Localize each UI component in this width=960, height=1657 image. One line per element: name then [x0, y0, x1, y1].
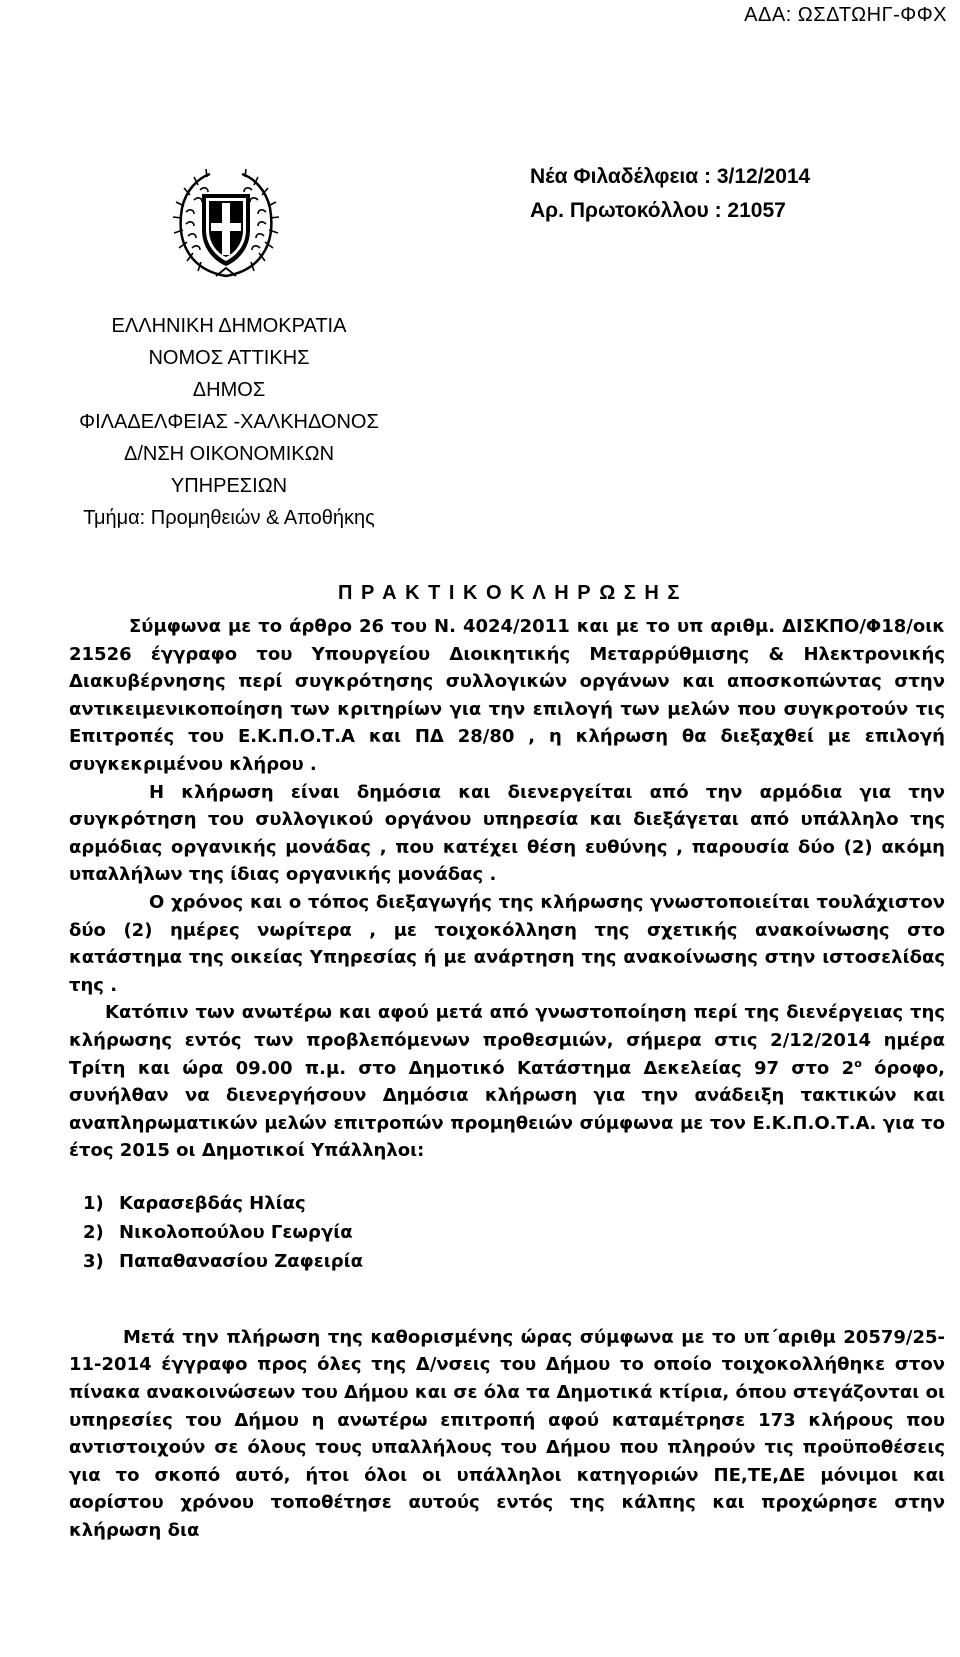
document-meta: [530, 160, 810, 228]
spacer: [69, 1276, 945, 1324]
paragraph-public-draw: Η κλήρωση είναι δημόσια και διενεργείται από την αρμόδια για την συγκρότηση του συλλογικού οργάνου υπηρεσία και διεξάγεται από υπάλληλο της αρμόδιας οργανικής μονάδας , που κατέχει θέση ευθύνης , παρουσία δύο (2) ακόμη υπαλλήλων της ίδιας οργανικής μονάδας .: [69, 781, 945, 886]
document-body: [69, 613, 945, 1545]
employee-name: Νικολοπούλου Γεωργία: [119, 1221, 353, 1243]
paragraph-announcement: Ο χρόνος και ο τόπος διεξαγωγής της κλήρωσης γνωστοποιείται τουλάχιστον δύο (2) ημέρες νωρίτερα , με τοιχοκόλληση της σχετικής ανακοίνωσης στο κατάστημα της οικείας Υπηρεσίας ή με ανάρτηση της ανακοίνωσης στην ιστοσελίδας της .: [69, 891, 945, 996]
meeting-text-b: όροφο, συνήλθαν να διενεργήσουν Δημόσια κλήρωση για την ανάδειξη τακτικών και αναπληρωματικών μελών επιτροπών προμηθειών σύμφωνα με τον Ε.Κ.Π.Ο.Τ.Α. για το έτος 2015 οι Δημοτικοί Υπάλληλοι:: [69, 1057, 946, 1162]
list-number: 3): [83, 1250, 104, 1272]
protocol-number: Αρ. Πρωτοκόλλου : 21057: [530, 199, 786, 222]
list-item: [83, 1189, 945, 1218]
authority-line: ΕΛΛΗΝΙΚΗ ΔΗΜΟΚΡΑΤΙΑ: [111, 315, 347, 337]
authority-line: ΔΗΜΟΣ: [192, 379, 266, 401]
paragraph-legal-basis: Σύμφωνα με το άρθρο 26 του Ν. 4024/2011 και με το υπ αριθμ. ΔΙΣΚΠΟ/Φ18/οικ 21526 έγγραφο του Υπουργείου Διοικητικής Μεταρρύθμισης & Ηλεκτρονικής Διακυβέρνησης περί συγκρότησης συλλογικών οργάνων και αποσκοπώντας στην αντικειμενικοποίηση των κριτηρίων για την επιλογή των μελών που συγκροτούν τις Επιτροπές του Ε.Κ.Π.Ο.Τ.Α και ΠΔ 28/80 , η κλήρωση θα διεξαχθεί με επιλογή συγκεκριμένου κλήρου .: [69, 616, 945, 775]
authority-line: ΝΟΜΟΣ ΑΤΤΙΚΗΣ: [148, 347, 310, 369]
authority-line: ΦΙΛΑΔΕΛΦΕΙΑΣ -ΧΑΛΚΗΔΟΝΟΣ: [79, 411, 379, 433]
ordinal-superscript: ο: [854, 1056, 862, 1070]
meeting-text-a: Κατόπιν των ανωτέρω και αφού μετά από γνωστοποίηση περί της διενέργειας της κλήρωσης εντός των προβλεπόμενων προθεσμιών, σήμερα στις 2/12/2014 ημέρα Τρίτη και ώρα 09.00 π.μ. στο Δημοτικό Κατάστημα Δεκελείας 97 στο 2: [69, 1002, 945, 1079]
authority-line: ΥΠΗΡΕΣΙΩΝ: [170, 475, 288, 497]
employee-name: Καρασεβδάς Ηλίας: [119, 1192, 306, 1214]
list-item: [83, 1218, 945, 1247]
paragraph-draw-procedure: Μετά την πλήρωση της καθορισμένης ώρας σύμφωνα με το υπ΄αριθμ 20579/25-11-2014 έγγραφο προς όλες της Δ/νσεις του Δήμου το οποίο τοιχοκολλήθηκε στον πίνακα ανακοινώσεων του Δήμου και σε όλα τα Δημοτικά κτίρια, όπου στεγάζονται οι υπηρεσίες του Δήμου η ανωτέρω επιτροπή αφού καταμέτρησε 173 κλήρους που αντιστοιχούν σε όλους τους υπαλλήλους του Δήμου που πληρούν τις προϋποθέσεις για το σκοπό αυτό, ήτοι όλοι οι υπάλληλοι κατηγοριών ΠΕ,ΤΕ,ΔΕ μόνιμοι και αορίστου χρόνου τοποθέτησε αυτούς εντός της κάλπης και προχώρησε στην κλήρωση δια: [69, 1326, 945, 1542]
place-date: Νέα Φιλαδέλφεια : 3/12/2014: [530, 165, 811, 188]
employee-list: [69, 1189, 945, 1276]
issuing-authority: [0, 310, 458, 534]
department-line: Τμήμα: Προμηθειών & Αποθήκης: [83, 507, 375, 529]
document-title: Π Ρ Α Κ Τ Ι Κ Ο Κ Λ Η Ρ Ω Σ Η Σ: [338, 582, 680, 604]
paragraph-meeting: [69, 999, 945, 1165]
employee-name: Παπαθανασίου Ζαφειρία: [119, 1250, 364, 1272]
authority-line: Δ/ΝΣΗ ΟΙΚΟΝΟΜΙΚΩΝ: [123, 443, 335, 465]
list-number: 1): [83, 1192, 104, 1214]
greek-coat-of-arms-emblem: [172, 168, 280, 284]
list-item: [83, 1247, 945, 1276]
ada-code: ΑΔΑ: ΩΣΔΤΩΗΓ-ΦΦΧ: [744, 4, 947, 26]
list-number: 2): [83, 1221, 104, 1243]
